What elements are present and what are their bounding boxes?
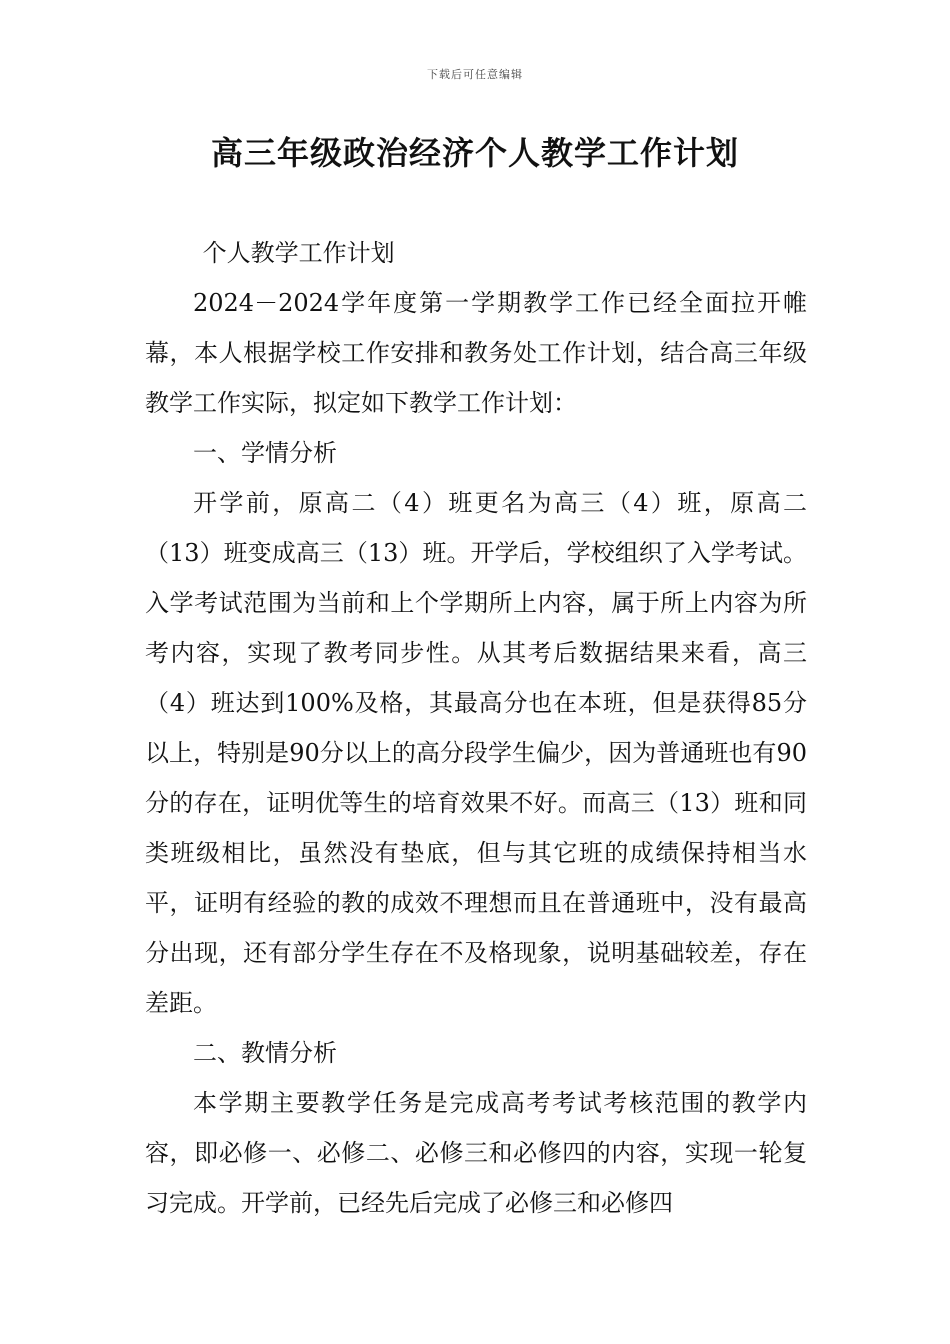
section-heading-2: 二、教情分析 bbox=[193, 1039, 337, 1067]
learning-analysis-paragraph: 开学前，原高二（4）班更名为高三（4）班，原高二（13）班变成高三（13）班。开学后，学校组织了入学考试。入学考试范围为当前和上个学期所上内容，属于所上内容为所考内容，实现了教考同步性。从其考后数据结果来看，高三（4）班达到100%及格，其最高分也在本班，但是获得85分以上，特别是90分以上的高分段学生偏少，因为普通班也有90分的存在，证明优等生的培育效果不好。而高三（13）班和同类班级相比，虽然没有垫底，但与其它班的成绩保持相当水平，证明有经验的教的成效不理想而且在普通班中，没有最高分出现，还有部分学生存在不及格现象，说明基础较差，存在差距。 bbox=[145, 489, 807, 1017]
header-note: 下载后可任意编辑 bbox=[427, 68, 523, 81]
teaching-analysis-paragraph: 本学期主要教学任务是完成高考考试考核范围的教学内容，即必修一、必修二、必修三和必修四的内容，实现一轮复习完成。开学前，已经先后完成了必修三和必修四 bbox=[145, 1089, 807, 1217]
section-heading-1: 一、学情分析 bbox=[193, 439, 337, 467]
document-title: 高三年级政治经济个人教学工作计划 bbox=[210, 134, 739, 172]
intro-paragraph: 2024－2024学年度第一学期教学工作已经全面拉开帷幕，本人根据学校工作安排和教务处工作计划，结合高三年级教学工作实际，拟定如下教学工作计划： bbox=[145, 289, 807, 417]
document-body bbox=[145, 228, 807, 1228]
section-subtitle: 个人教学工作计划 bbox=[202, 239, 395, 267]
